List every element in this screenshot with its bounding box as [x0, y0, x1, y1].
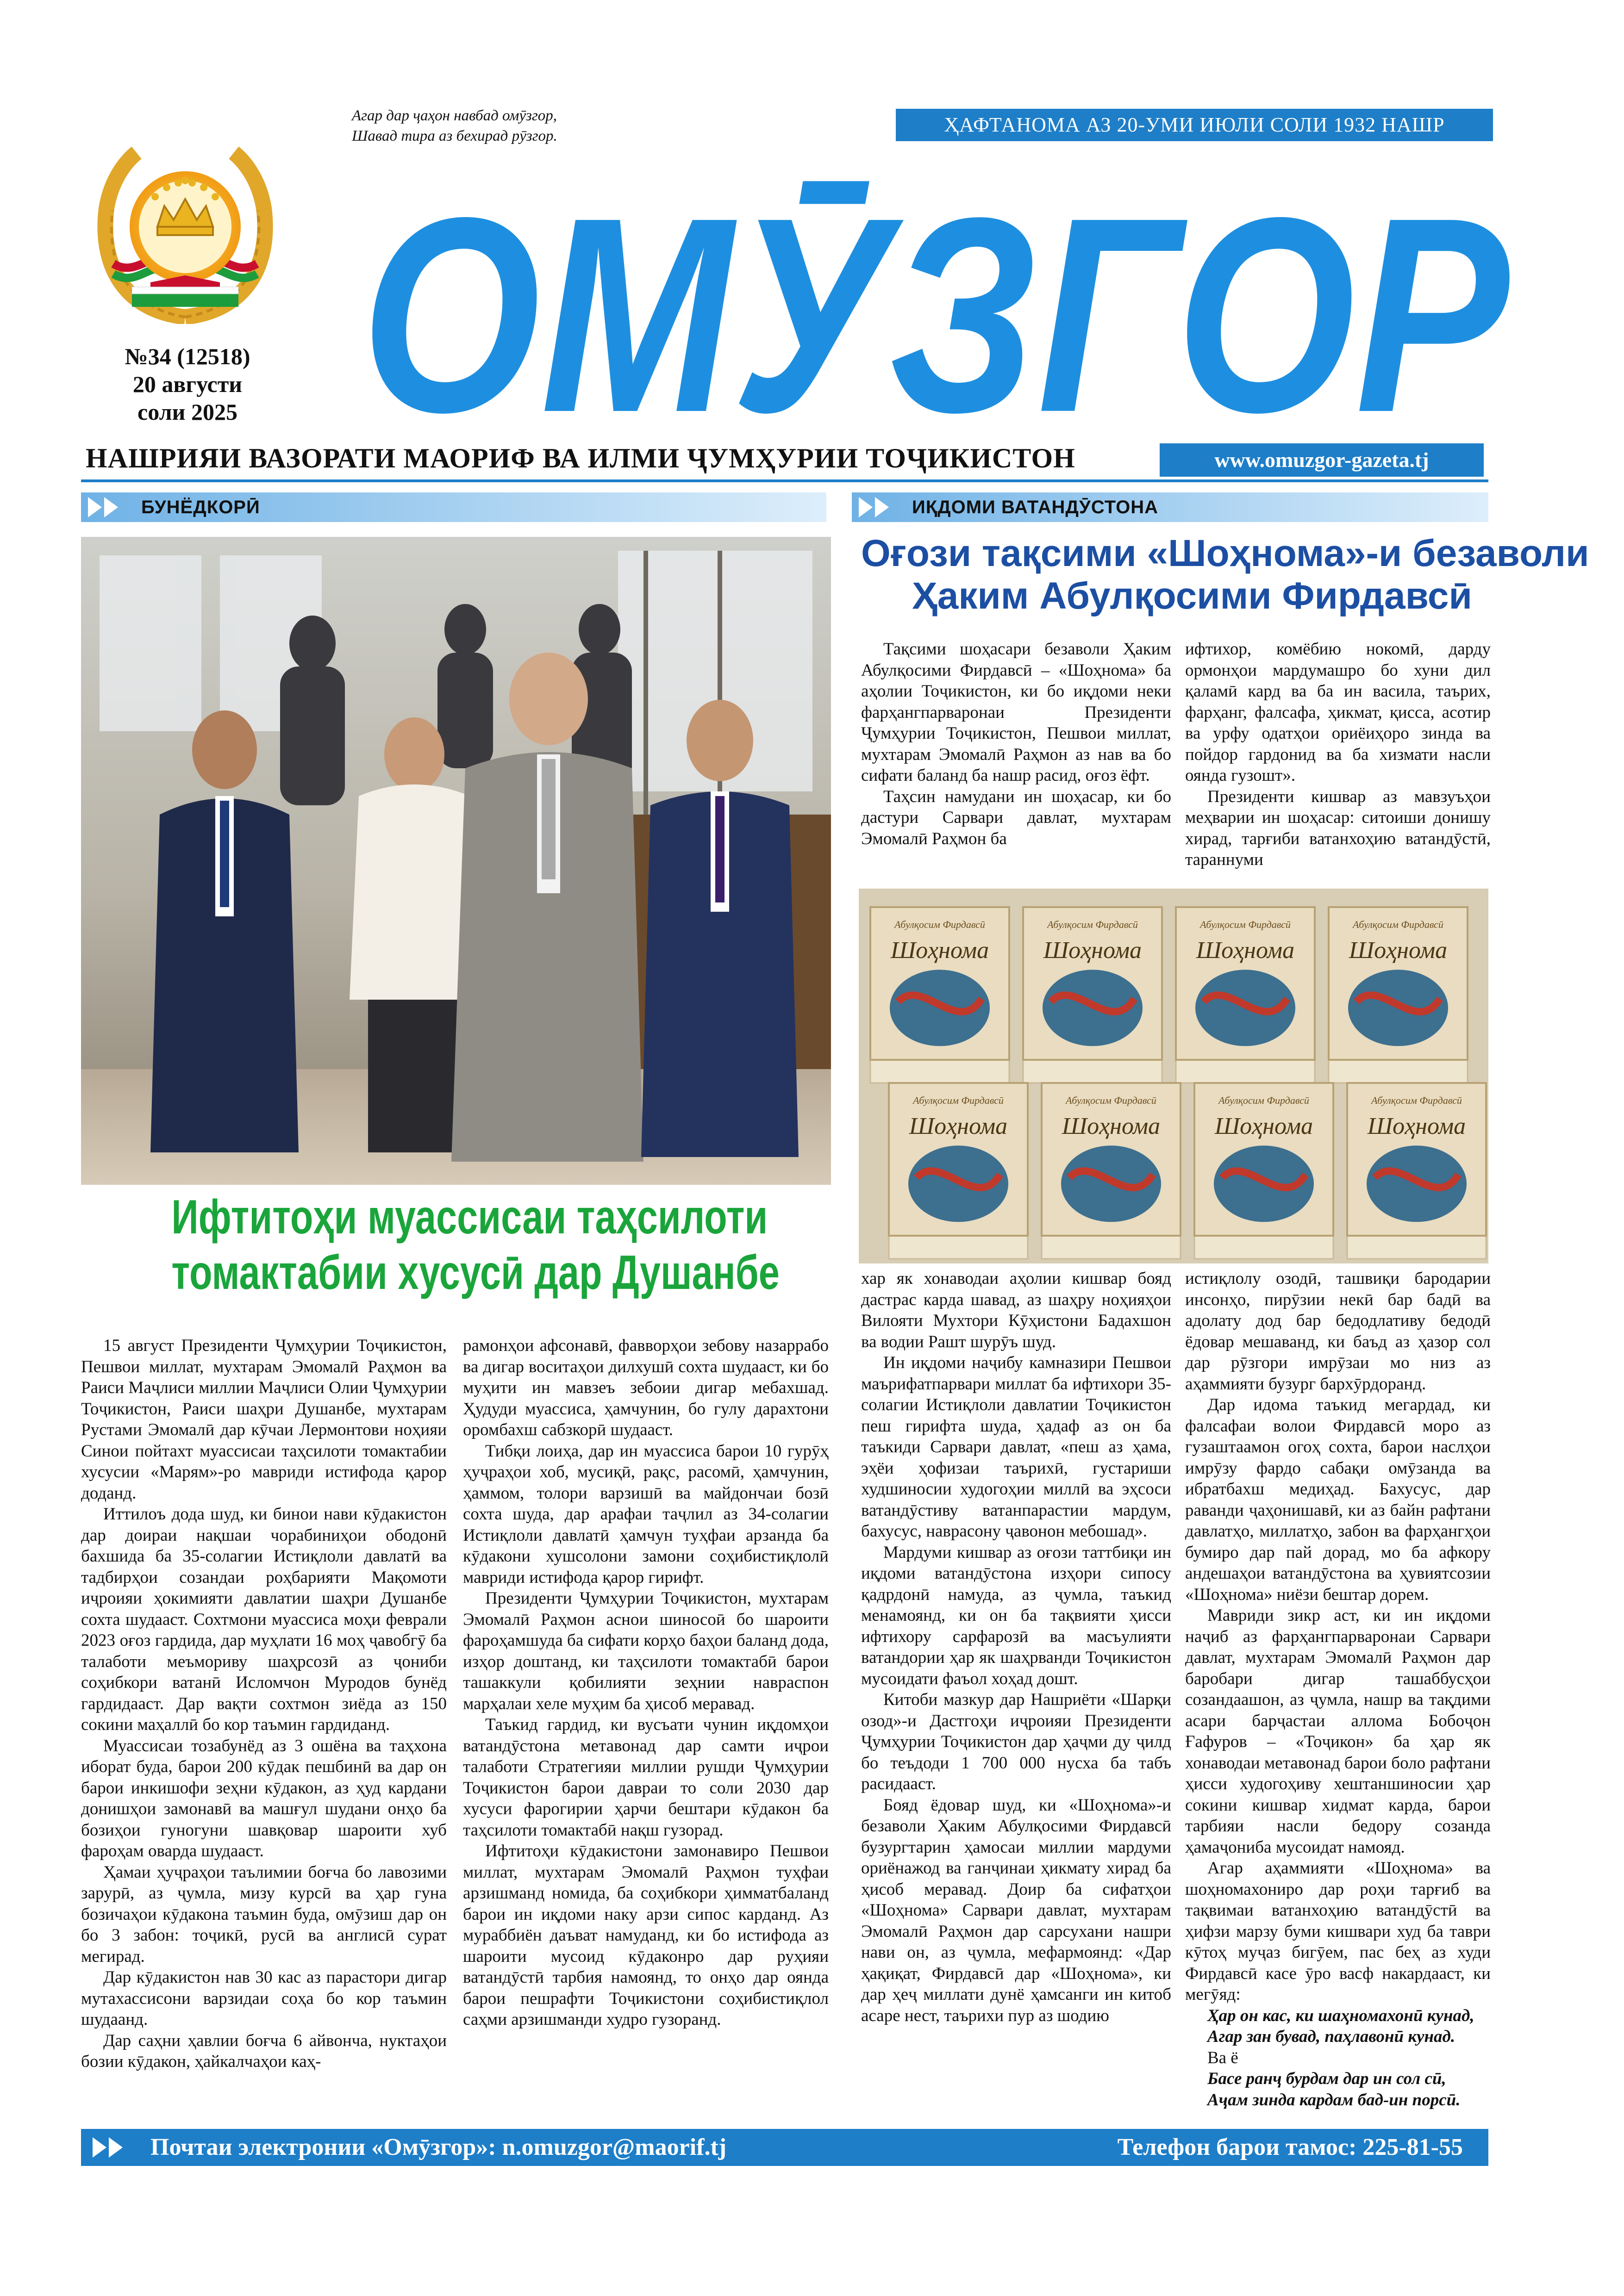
paragraph: Таҳсин намудани ин шоҳасар, ки бо дастури Сарвари давлат, мухтарам Эмомалӣ Раҳмон ба	[861, 787, 1171, 848]
section-label: ИҚДОМИ ВАТАНДӮСТОНА	[912, 497, 1159, 517]
headline-line: томактабии хусусӣ дар Душанбе	[171, 1246, 780, 1300]
poem-line: Ва ё	[1207, 2048, 1238, 2067]
paragraph: Агар аҳаммияти «Шоҳнома» ва шоҳномахониро дар роҳи тарғиб ва тақвимаи ватанхоҳию ватандӯстӣ ва ҳифзи марзу буми кишвари худ ба таври кӯтоҳ муҷаз бигӯем, пас беҳ аз худи Фирдавсӣ касе ӯро васф накардааст, ки мегӯяд:	[1185, 1859, 1491, 2004]
double-arrow-icon	[81, 492, 141, 522]
book-title: Шоҳнома	[890, 937, 989, 964]
book-author: Абулқосим Фирдавсӣ	[894, 919, 985, 930]
newspaper-title	[333, 115, 1537, 429]
issue-year: соли 2025	[137, 399, 237, 425]
book-stack	[1347, 1083, 1486, 1259]
paragraph: Ифтитоҳи кӯдакистони замонавиро Пешвои миллат, мухтарам Эмомалӣ Раҳмон туҳфаи арзишманд номида, ба соҳибкори ҳимматбаланд барои ин иқдоми наку арзи сипос карданд. Аз мураббиён даъват намуданд, ки бо истифода аз шароити мусоид кӯдаконро дар руҳияи ватандӯстӣ тарбия намоянд, то онҳо дар оянда барои пешрафти Тоҷикистони соҳибистиқлол саҳми арзишманди худро гузоранд.	[463, 1842, 829, 2029]
book-author: Абулқосим Фирдавсӣ	[1066, 1095, 1156, 1106]
state-emblem-icon	[81, 111, 289, 324]
paragraph: рамонҳои афсонавӣ, фавворҳои зебову назаррабо ва дигар воситаҳои дилхушӣ сохта шудааст, ки бо муҳити ин мавзеъ зебоии дигар мебахшад. Ҳудуди муассиса, ҳамчунин, бо гулу дарахтони оромбахш сабзкорӣ шудааст.	[463, 1336, 829, 1439]
paragraph: Бояд ёдовар шуд, ки «Шоҳнома»-и безаволи Ҳаким Абулқосими Фирдавсӣ бузургтарин ҳамосаи миллии мардуми ориёнажод ва ганҷинаи ҳикмату хирад ба ҳисоб меравад. Доир ба сифатҳои «Шоҳнома» Сарвари давлат, мухтарам Эмомалӣ Раҳмон дар сарсухани нашри нави он, аз ҷумла, мефармоянд: «Дар ҳақиқат, Фирдавсӣ дар «Шоҳнома», ки дар ҳеҷ миллати дунё ҳамсанги ин китоб асаре нест, таърихи пур аз шодию	[861, 1795, 1171, 2025]
double-arrow-icon	[852, 492, 912, 522]
poem-line: Агар зан бувад, паҳлавонӣ кунад.	[1207, 2027, 1455, 2046]
footer-email[interactable]: Почтаи электронии «Омӯзгор»: n.omuzgor@maorif.tj	[150, 2134, 727, 2160]
book-title: Шоҳнома	[1196, 937, 1295, 964]
paragraph: Китоби мазкур дар Нашриёти «Шарқи озод»-и Дастгоҳи иҷроияи Президенти Ҷумҳурии Тоҷикистон дар ҳаҷми ду ҷилд бо теъдоди 1 700 000 нусха ба табъ расидааст.	[861, 1690, 1171, 1793]
paragraph: 15 август Президенти Ҷумҳурии Тоҷикистон, Пешвои миллат, мухтарам Эмомалӣ Раҳмон ва Раиси Маҷлиси миллии Маҷлиси Олии Ҷумҳурии Тоҷикистон, Раиси шаҳри Душанбе, мухтарам Рустами Эмомалӣ дар кӯчаи Лермонтови ноҳияи Синои пойтахт муассисаи таҳсилоти томактабии хусусии «Марям»-ро мавриди истифода қарор доданд.	[81, 1336, 447, 1503]
publisher-line: НАШРИЯИ ВАЗОРАТИ МАОРИФ ВА ИЛМИ ҶУМҲУРИИ ТОҶИКИСТОН	[86, 443, 1075, 473]
issue-info	[104, 342, 271, 426]
issue-date: 20 августи	[132, 371, 243, 397]
book-author: Абулқосим Фирдавсӣ	[1353, 919, 1443, 930]
opening-ceremony-photo	[81, 537, 831, 1185]
book-stack	[889, 1083, 1028, 1259]
poem-line: Аҷам зинда кардам бад-ин порсӣ.	[1207, 2090, 1461, 2109]
paragraph: Тибқи лоиҳа, дар ин муассиса барои 10 гурӯҳ ҳуҷраҳои хоб, мусиқӣ, рақс, расомӣ, ҳамчунин, ҳаммом, толори варзишӣ ва майдончаи бозӣ сохта шуда, дар арафаи таҷлил аз 34-солагии Истиқлоли давлатӣ ҳамчун туҳфаи арзанда ба кӯдакони хушсолони замони соҳибистиқлолӣ мавриди истифода қарор гирифт.	[463, 1441, 829, 1587]
book-title: Шоҳнома	[1062, 1113, 1161, 1139]
paragraph: Мардуми кишвар аз оғози таттбиқи ин иқдоми ватандӯстона изҳори сипосу қадрдонӣ намуда, аз ҷумла, таъкид менамоянд, ки он ба тақвияти ҳисси ифтихору сарфарозӣ ва масъулияти ватандории ҳар як шаҳрванди Тоҷикистон мусоидати фаъол хоҳад дошт.	[861, 1543, 1171, 1688]
poem-line: Басе ранҷ бурдам дар ин сол сӣ,	[1207, 2069, 1446, 2088]
book-author: Абулқосим Фирдавсӣ	[1047, 919, 1138, 930]
paragraph: хар як хонаводаи аҳолии кишвар бояд дастрас карда шавад, аз шаҳру ноҳияҳои Вилояти Мухтори Кӯҳистони Бадахшон ва водии Рашт шурӯъ шуд.	[861, 1269, 1171, 1351]
left-article-col1	[81, 1335, 447, 2120]
paragraph: ифтихор, комёбию нокомӣ, дарду ормонҳои мардумашро бо хуни дил қаламӣ кард ва ба ин васила, таърих, фарҳанг, фалсафа, ҳикмат, қисса, асотир ва урфу одатҳои ориёиҳоро зинда ва пойдор гардонид ва ба хизмати насли оянда гузошт».	[1185, 640, 1491, 785]
section-bar-left	[81, 492, 826, 522]
footer-phone: Телефон барои тамос: 225-81-55	[1117, 2134, 1463, 2160]
paragraph: Президенти Ҷумҳурии Тоҷикистон, мухтарам Эмомалӣ Раҳмон аснои шиносоӣ бо шароити фароҳамшуда ба сифати корҳо баҳои баланд дода, изҳор доштанд, ки таҳсилоти томактабӣ барои ташаккули қобилияти зеҳнии навраспон марҳалаи хеле муҳим ба ҳисоб меравад.	[463, 1589, 829, 1713]
book-author: Абулқосим Фирдавсӣ	[1371, 1095, 1462, 1106]
book-author: Абулқосим Фирдавсӣ	[1218, 1095, 1309, 1106]
paragraph: Дар идома таъкид мегардад, ки фалсафаи волои Фирдавсӣ моро аз гузаштаамон огоҳ сохта, барои наслҳои имрӯзу фардо сабақи омӯзанда ва ибратбахш медиҳад. Бахусус, дар раванди ҷаҳонишавӣ, ки аз байн рафтани давлатҳо, миллатҳо, забон ва фарҳангҳои бумиро дар пай дорад, мо ба афкору андешаҳои ватандӯстона ва ҳувиятсозии «Шоҳнома» ниёзи бештар дорем.	[1185, 1395, 1491, 1604]
left-headline	[171, 1189, 780, 1300]
book-title: Шоҳнома	[909, 1113, 1008, 1139]
title-text: ОМӮЗГОР	[361, 160, 1511, 429]
issue-number: №34 (12518)	[125, 343, 250, 369]
section-label: БУНЁДКОРӢ	[141, 497, 260, 517]
website-link[interactable]: www.omuzgor-gazeta.tj	[1160, 443, 1484, 477]
book-stack	[870, 907, 1009, 1083]
book-stack	[1042, 1083, 1181, 1259]
book-author: Абулқосим Фирдавсӣ	[1200, 919, 1291, 930]
right-headline	[861, 532, 1589, 617]
paragraph: Тақсими шоҳасари безаволи Ҳаким Абулқосими Фирдавсӣ – «Шоҳнома» ба аҳолии Тоҷикистон, ки бо иқдоми неки фарҳангпарваронаи Президенти Ҷумҳурии Тоҷикистон, Пешвои миллат, мухтарам Эмомалӣ Раҳмон аз нав ва бо сифати баланд ба нашр расид, оғоз ёфт.	[861, 640, 1171, 785]
book-title: Шоҳнома	[1043, 937, 1142, 964]
paragraph: Ин иқдоми наҷибу камназири Пешвои маърифатпарвари миллат ба ифтихори 35-солагии Истиқлоли давлатии Тоҷикистон пеш гирифта шуда, ҳадаф аз он ба таъкиди Сарвари давлат, «пеш аз ҳама, эҳёи ҳофизаи таърихӣ, густариши худшиносии худогоҳии миллӣ ва эҳсоси ватандӯстиву ватанпарастии мардум, бахусус, наврасону ҷавонон мебошад».	[861, 1353, 1171, 1541]
footer-bar	[81, 2129, 1488, 2166]
motto-line: Агар дар ҷаҳон навбад омӯзгор,	[352, 107, 557, 124]
book-title: Шоҳнома	[1367, 1113, 1466, 1139]
right-article-bottom-col2	[1185, 1268, 1491, 2120]
double-arrow-icon	[86, 2133, 146, 2162]
section-bar-right	[852, 492, 1488, 522]
book-stack	[1194, 1083, 1333, 1259]
book-title: Шоҳнома	[1349, 937, 1448, 964]
book-author: Абулқосим Фирдавсӣ	[913, 1095, 1004, 1106]
paragraph: истиқлолу озодӣ, ташвиқи бародарии инсонҳо, пирӯзии некӣ бар бадӣ ва адолату дод бар бедодлативу бедодӣ ёдовар мешаванд, ки баъд аз ҳазор сол дар рӯзгори имрӯзаи мо низ аз аҳаммияти бузург бархӯрдоранд.	[1185, 1269, 1491, 1394]
motto-line: Шавад тира аз бехирад рӯзгор.	[352, 128, 557, 144]
masthead-rule	[81, 479, 1488, 482]
paragraph: Муассисаи тозабунёд аз 3 ошёна ва таҳхона иборат буда, барои 200 кӯдак пешбинӣ ва дар он барои инкишофи зеҳни кӯдакон, аз ҳуд кардани донишҳои замонавӣ ва машғул шудани онҳо ба бозиҳои гуногуни шавқовар шароити хуб фароҳам оварда шудааст.	[81, 1736, 447, 1860]
book-title: Шоҳнома	[1214, 1113, 1313, 1139]
book-stack	[1023, 907, 1162, 1083]
paragraph: Мавриди зикр аст, ки ин иқдоми наҷиб аз фарҳангпарваронаи Сарвари давлат, мухтарам Эмомалӣ Раҳмон дар баробари дигар ташаббусҳои созандаашон, аз ҷумла, нашр ва тақдими асари барҷастаи алломa Бобоҷон Ғафуров – «Тоҷикон» ба ҳар як хонаводаи метавонад барои боло рафтани ҳисси худогоҳиву хештаншиносии ҳар сокини кишвар хидмат карда, барои тарбияи насли бедору созанда ҳамаҷониба мусоидат намояд.	[1185, 1606, 1491, 1857]
right-article-top-col1	[861, 639, 1171, 886]
paragraph: Таъкид гардид, ки вусъати чунин иқдомҳои ватандӯстона метавонад дар самти иҷрои талаботи Стратегияи миллии рушди Ҷумҳурии Тоҷикистон барои давраи то соли 2030 дар хусуси фарогирии ҳарчи бештари кӯдакон ба таҳсилоти томактабӣ нақш гузорад.	[463, 1715, 829, 1840]
left-article-col2	[463, 1335, 829, 2120]
headline-line: Ифтитоҳи муассисаи таҳсилоти	[171, 1190, 768, 1244]
paragraph: Дар кӯдакистон нав 30 кас аз парастори дигар мутахассисони варзидаи соҳа бо кор таъмин шудаанд.	[81, 1968, 447, 2029]
poem-line: Ҳар он кас, ки шаҳномахонӣ кунад,	[1207, 2006, 1474, 2025]
book-stack	[1329, 907, 1468, 1083]
paragraph: Ҳамаи ҳуҷраҳои таълимии боғча бо лавозими зарурӣ, аз ҷумла, мизу курсӣ ва ҳар гуна бозичаҳои кӯдакона таъмин буда, омӯзиш дар он бо 3 забон: тоҷикӣ, русӣ ва англисӣ сурат мегирад.	[81, 1862, 447, 1966]
headline-line: Ҳаким Абулқосими Фирдавсӣ	[912, 575, 1472, 617]
right-article-top-col2	[1185, 639, 1491, 886]
paragraph: Президенти кишвар аз мавзуъҳои меҳварии ин шоҳасар: ситоиши донишу хирад, тарғиби ватанхоҳию ватандӯстӣ, тараннуми	[1185, 787, 1491, 869]
weekly-banner: ҲАФТАНОМА АЗ 20-УМИ ИЮЛИ СОЛИ 1932 НАШР МЕШАВАД	[896, 109, 1493, 141]
paragraph: Дар саҳни ҳавлии боғча 6 айвонча, нуктаҳои бозии кӯдакон, ҳайкалчаҳои каҳ-	[81, 2031, 447, 2071]
headline-line: Оғози тақсими «Шоҳнома»-и безаволи	[861, 532, 1589, 574]
paragraph: Иттилоъ дода шуд, ки бинои нави кӯдакистон дар доираи нақшаи чорабиниҳои ободонӣ бахшида ба 35-солагии Истиқлоли давлатӣ ва тадбирҳои созандаи роҳбарияти Мақомоти иҷроияи ҳокимияти давлатии шаҳри Душанбе сохта шудааст. Сохтмони муассиса моҳи феврали 2023 оғоз гардида, дар муҳлати 16 моҳ ҷавобгӯ ба талаботи меъмориву шаҳрсозӣ аз ҷониби соҳибкори ватанӣ Исломчон Муродов бунёд гардидааст. Дар вақти сохтмон зиёда аз 150 сокини маҳаллӣ бо кор таъмин гардиданд.	[81, 1505, 447, 1734]
shahnameh-books-photo	[859, 889, 1488, 1263]
right-article-bottom-col1	[861, 1268, 1171, 2120]
book-stack	[1176, 907, 1315, 1083]
